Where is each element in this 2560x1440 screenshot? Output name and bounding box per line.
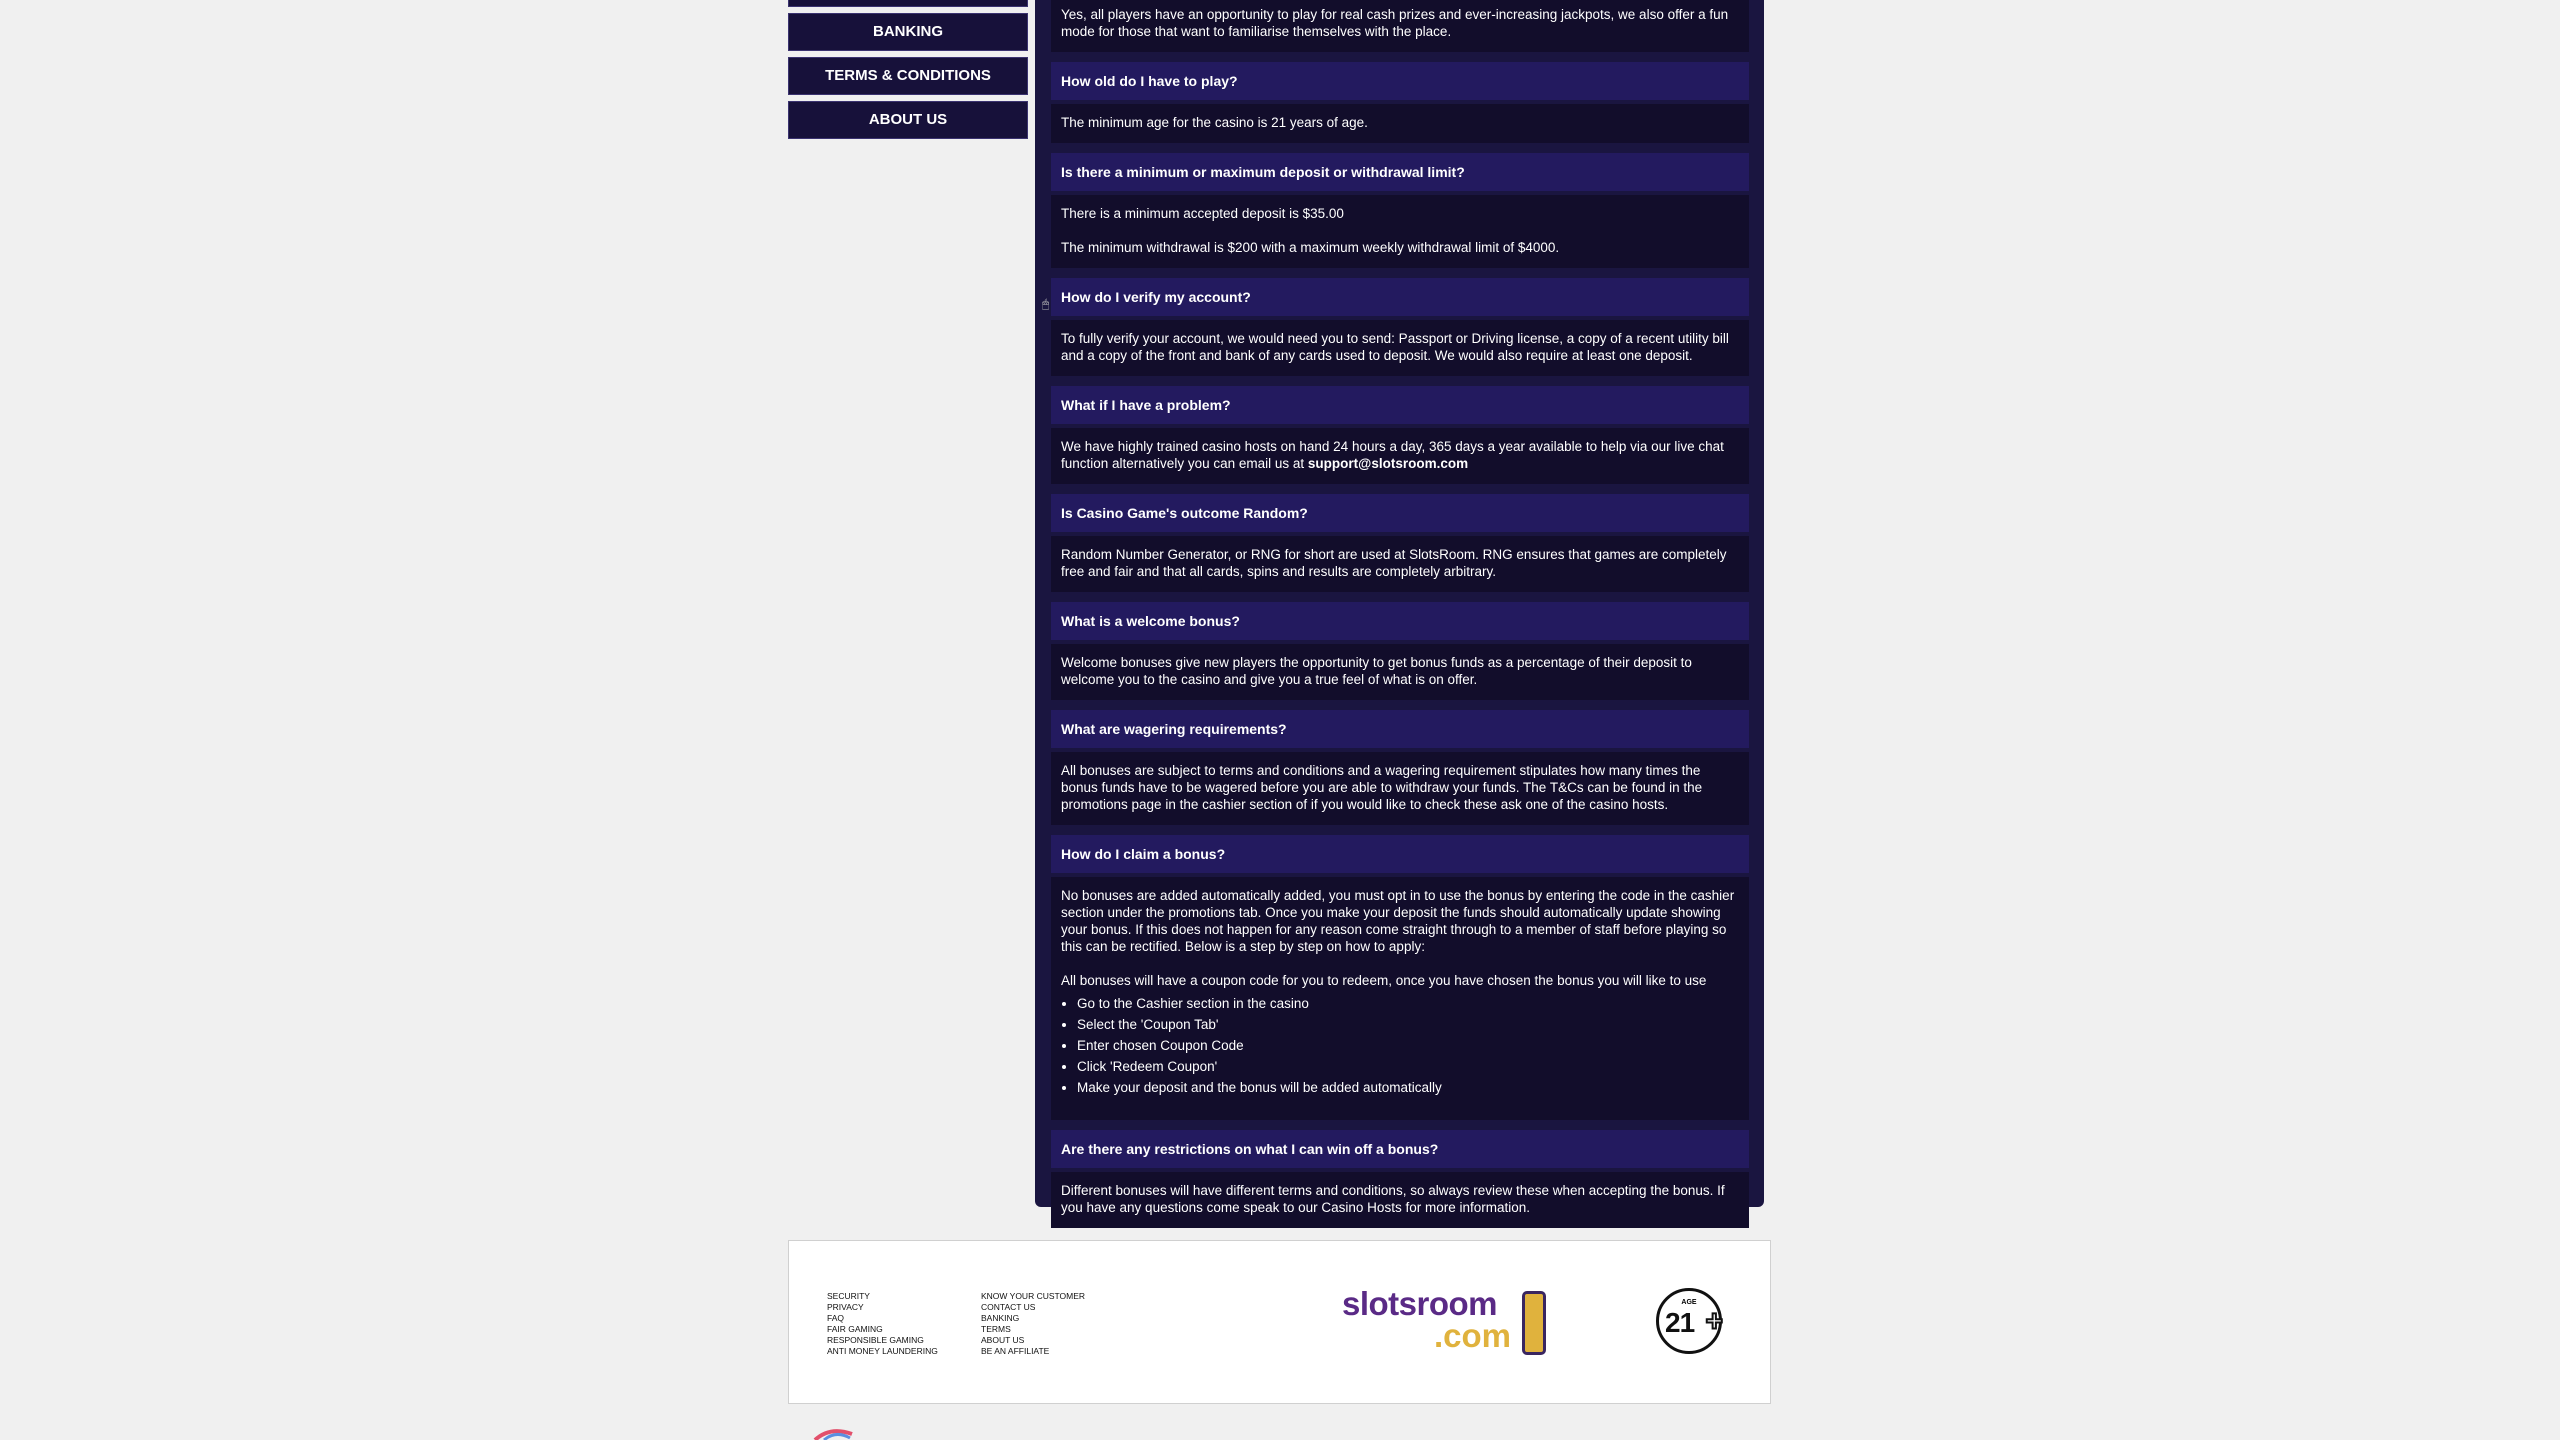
- faq-answer-text: All bonuses are subject to terms and conditions and a wagering requirement stipulates how many times the bonus funds have to be wagered before you are able to withdraw your funds. The T&Cs can be found in the promotions page in the cashier section of if you would like to check these ask one of the casino hosts.: [1061, 763, 1703, 812]
- bonus-steps-list: [1061, 995, 1739, 1096]
- faq-answer: [1051, 0, 1749, 52]
- faq-answer-text: Different bonuses will have different terms and conditions, so always review these when accepting the bonus. If you have any questions come speak to our Casino Hosts for more information.: [1061, 1183, 1725, 1215]
- faq-item: [1051, 1130, 1749, 1228]
- phone-icon: [1522, 1291, 1546, 1355]
- faq-item: [1051, 278, 1749, 376]
- faq-answer-text: The minimum age for the casino is 21 years of age.: [1061, 115, 1368, 130]
- footer-link-security[interactable]: SECURITY: [827, 1291, 870, 1301]
- faq-answer: [1051, 320, 1749, 376]
- faq-question: Is there a minimum or maximum deposit or withdrawal limit?: [1051, 153, 1749, 191]
- badge-age-number: 21: [1665, 1307, 1695, 1338]
- faq-answer-text: Random Number Generator, or RNG for short are used at SlotsRoom. RNG ensures that games are completely free and fair and that all cards, spins and results are completely arbitrary.: [1061, 547, 1727, 579]
- faq-question: What if I have a problem?: [1051, 386, 1749, 424]
- badge-plus: +: [1705, 1305, 1723, 1338]
- faq-answer-text-span: We have highly trained casino hosts on hand 24 hours a day, 365 days a year available to help via our live chat function alternatively you can email us at: [1061, 439, 1724, 471]
- footer-link-fair-gaming[interactable]: FAIR GAMING: [827, 1324, 883, 1334]
- faq-item: [1051, 835, 1749, 1120]
- support-email-link[interactable]: support@slotsroom.com: [1307, 456, 1469, 471]
- slotsroom-logo[interactable]: [1342, 1285, 1552, 1357]
- faq-answer: [1051, 1172, 1749, 1228]
- site-footer: [788, 1240, 1771, 1404]
- faq-answer-text: The minimum withdrawal is $200 with a maximum weekly withdrawal limit of $4000.: [1061, 240, 1560, 255]
- list-item: • Enter chosen Coupon Code: [1077, 1037, 1739, 1054]
- faq-answer: [1051, 536, 1749, 592]
- footer-link-terms[interactable]: TERMS: [981, 1324, 1011, 1334]
- faq-answer-text: There is a minimum accepted deposit is $35.00: [1061, 206, 1344, 221]
- footer-link-anti-money-laundering[interactable]: ANTI MONEY LAUNDERING: [827, 1346, 938, 1356]
- footer-link-be-an-affiliate[interactable]: BE AN AFFILIATE: [981, 1346, 1050, 1356]
- faq-question: What are wagering requirements?: [1051, 710, 1749, 748]
- faq-answer: [1051, 877, 1749, 1120]
- faq-question: Are there any restrictions on what I can win off a bonus?: [1051, 1130, 1749, 1168]
- sidebar-item-banking[interactable]: BANKING: [788, 13, 1028, 51]
- faq-answer: [1051, 752, 1749, 825]
- footer-link-privacy[interactable]: PRIVACY: [827, 1302, 864, 1312]
- footer-link-about-us[interactable]: ABOUT US: [981, 1335, 1025, 1345]
- faq-item: [1051, 62, 1749, 143]
- faq-answer-text: Yes, all players have an opportunity to play for real cash prizes and ever-increasing jackpots, we also offer a fun mode for those that want to familiarise themselves with the place.: [1061, 7, 1729, 39]
- faq-question: Is Casino Game's outcome Random?: [1051, 494, 1749, 532]
- sidebar-item-about-us[interactable]: ABOUT US: [788, 101, 1028, 139]
- faq-answer: [1051, 195, 1749, 268]
- footer-link-faq[interactable]: FAQ: [827, 1313, 845, 1323]
- partial-logo-icon: [810, 1424, 860, 1440]
- footer-links-column-2: [981, 1291, 1085, 1357]
- faq-item: [1051, 710, 1749, 825]
- faq-answer: [1051, 104, 1749, 143]
- sidebar-item-previous[interactable]: [788, 0, 1028, 7]
- faq-question: How do I claim a bonus?: [1051, 835, 1749, 873]
- footer-links-column-1: [827, 1291, 938, 1357]
- faq-item: [1051, 153, 1749, 268]
- faq-answer: [1051, 428, 1749, 484]
- sidebar-nav: [788, 0, 1028, 145]
- faq-item: [1051, 386, 1749, 484]
- faq-answer-text: [1061, 438, 1739, 472]
- faq-question: How do I verify my account?: [1051, 278, 1749, 316]
- logo-text-domain: .com: [1434, 1317, 1512, 1354]
- faq-answer-text: No bonuses are added automatically added, you must opt in to use the bonus by entering the code in the cashier section under the promotions tab. Once you make your deposit the funds should automatically update showing your bonus. If this does not happen for any reason come straight through to a member of staff before playing so this can be rectified. Below is a step by step on how to apply:: [1061, 888, 1735, 954]
- faq-answer-text: All bonuses will have a coupon code for you to redeem, once you have chosen the bonus you will like to use: [1061, 973, 1707, 988]
- faq-item: [1051, 494, 1749, 592]
- sidebar-item-terms[interactable]: TERMS & CONDITIONS: [788, 57, 1028, 95]
- list-item: • Make your deposit and the bonus will be added automatically: [1077, 1079, 1739, 1096]
- faq-question: How old do I have to play?: [1051, 62, 1749, 100]
- faq-answer: [1051, 644, 1749, 700]
- footer-link-know-your-customer[interactable]: KNOW YOUR CUSTOMER: [981, 1291, 1086, 1301]
- badge-age-label: AGE: [1681, 1299, 1697, 1306]
- faq-panel: [1035, 0, 1764, 1215]
- age-21-plus-badge: [1656, 1288, 1722, 1354]
- faq-answer-text: Welcome bonuses give new players the opportunity to get bonus funds as a percentage of their deposit to welcome you to the casino and give you a true feel of what is on offer.: [1061, 655, 1692, 687]
- faq-item: [1051, 602, 1749, 700]
- footer-link-responsible-gaming[interactable]: RESPONSIBLE GAMING: [827, 1335, 924, 1345]
- faq-question: What is a welcome bonus?: [1051, 602, 1749, 640]
- footer-link-contact-us[interactable]: CONTACT US: [981, 1302, 1036, 1312]
- mouse-cursor-icon: 🖱: [1042, 297, 1050, 311]
- list-item: • Select the 'Coupon Tab': [1077, 1016, 1739, 1033]
- footer-link-banking[interactable]: BANKING: [981, 1313, 1020, 1323]
- faq-answer-text: To fully verify your account, we would need you to send: Passport or Driving license, a copy of a recent utility bill and a copy of the front and bank of any cards used to deposit. We would also require at least one deposit.: [1061, 331, 1729, 363]
- list-item: • Click 'Redeem Coupon': [1077, 1058, 1739, 1075]
- logo-text: slotsroom: [1342, 1285, 1498, 1322]
- list-item: • Go to the Cashier section in the casino: [1077, 995, 1739, 1012]
